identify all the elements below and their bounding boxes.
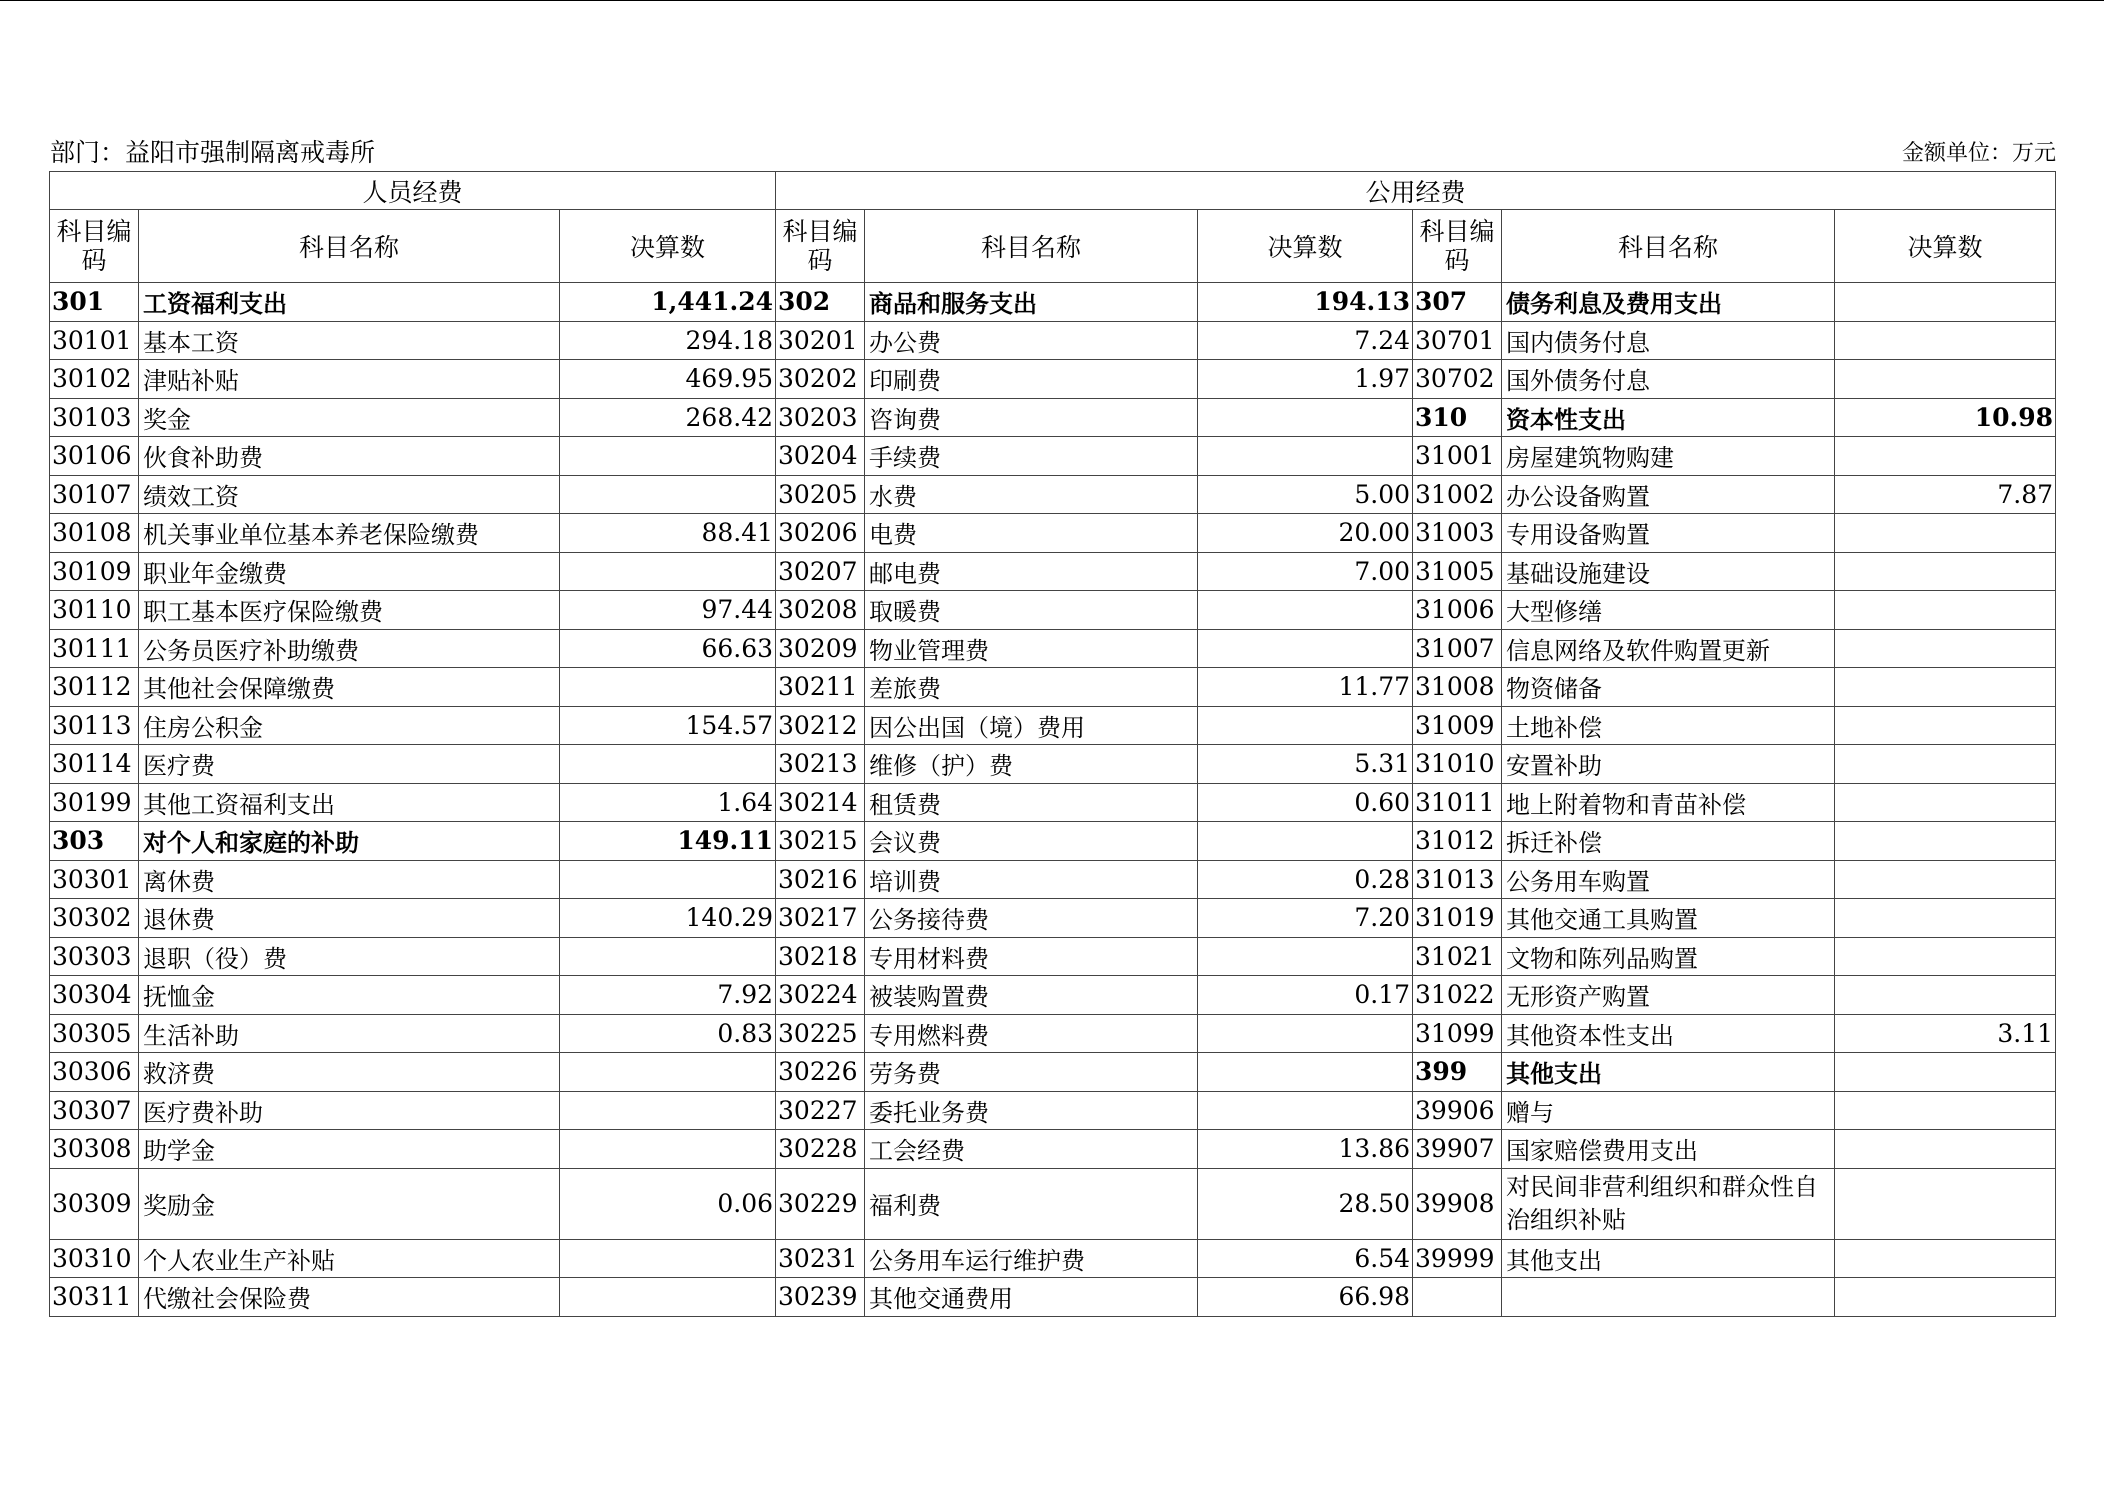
amount-cell: 5.31 — [1198, 745, 1413, 784]
code-cell: 30108 — [50, 514, 139, 553]
name-cell: 离休费 — [139, 860, 560, 899]
amount-unit-label: 金额单位：万元 — [1901, 141, 2056, 166]
name-cell: 其他交通费用 — [865, 1278, 1198, 1317]
amount-cell — [1835, 668, 2056, 707]
code-cell: 30226 — [776, 1053, 865, 1092]
table-row — [50, 937, 2056, 976]
name-cell: 其他交通工具购置 — [1502, 899, 1835, 938]
col-header-amount: 决算数 — [560, 210, 776, 283]
code-cell: 31011 — [1413, 783, 1502, 822]
code-cell: 39907 — [1413, 1130, 1502, 1169]
amount-cell — [1835, 514, 2056, 553]
name-cell: 其他支出 — [1502, 1239, 1835, 1278]
code-cell: 30306 — [50, 1053, 139, 1092]
col-header-code: 科目编码 — [776, 210, 865, 283]
amount-cell — [560, 475, 776, 514]
amount-cell — [1198, 1014, 1413, 1053]
code-cell: 307 — [1413, 283, 1502, 322]
name-cell: 商品和服务支出 — [865, 283, 1198, 322]
table-row — [50, 1278, 2056, 1317]
code-cell: 30207 — [776, 552, 865, 591]
col-header-amount: 决算数 — [1198, 210, 1413, 283]
table-row — [50, 668, 2056, 707]
name-cell: 被装购置费 — [865, 976, 1198, 1015]
department-label: 部门：益阳市强制隔离戒毒所 — [50, 138, 376, 167]
col-header-code: 科目编码 — [50, 210, 139, 283]
name-cell: 个人农业生产补贴 — [139, 1239, 560, 1278]
code-cell: 303 — [50, 822, 139, 861]
code-cell: 31013 — [1413, 860, 1502, 899]
code-cell: 30310 — [50, 1239, 139, 1278]
name-cell: 办公费 — [865, 321, 1198, 360]
name-cell: 退休费 — [139, 899, 560, 938]
name-cell: 其他支出 — [1502, 1053, 1835, 1092]
code-cell: 31021 — [1413, 937, 1502, 976]
code-cell: 30106 — [50, 437, 139, 476]
code-cell: 30303 — [50, 937, 139, 976]
code-cell: 30217 — [776, 899, 865, 938]
name-cell: 基础设施建设 — [1502, 552, 1835, 591]
top-border-line — [0, 0, 2104, 1]
name-cell: 基本工资 — [139, 321, 560, 360]
code-cell: 30199 — [50, 783, 139, 822]
name-cell: 公务接待费 — [865, 899, 1198, 938]
name-cell: 会议费 — [865, 822, 1198, 861]
amount-cell: 11.77 — [1198, 668, 1413, 707]
group-personnel: 人员经费 — [50, 172, 776, 210]
name-cell: 生活补助 — [139, 1014, 560, 1053]
name-cell: 公务用车购置 — [1502, 860, 1835, 899]
code-cell: 30206 — [776, 514, 865, 553]
col-header-name: 科目名称 — [139, 210, 560, 283]
amount-cell — [1198, 1091, 1413, 1130]
amount-cell — [1835, 706, 2056, 745]
table-row — [50, 1239, 2056, 1278]
name-cell: 专用材料费 — [865, 937, 1198, 976]
name-cell: 专用设备购置 — [1502, 514, 1835, 553]
amount-cell: 194.13 — [1198, 283, 1413, 322]
code-cell: 30231 — [776, 1239, 865, 1278]
amount-cell: 66.98 — [1198, 1278, 1413, 1317]
amount-cell: 1.97 — [1198, 360, 1413, 399]
code-cell: 30228 — [776, 1130, 865, 1169]
amount-cell — [560, 1130, 776, 1169]
code-cell: 31007 — [1413, 629, 1502, 668]
table-row — [50, 822, 2056, 861]
code-cell: 30216 — [776, 860, 865, 899]
table-row — [50, 360, 2056, 399]
amount-cell: 10.98 — [1835, 398, 2056, 437]
amount-cell: 7.92 — [560, 976, 776, 1015]
amount-cell — [1835, 899, 2056, 938]
name-cell: 委托业务费 — [865, 1091, 1198, 1130]
name-cell: 电费 — [865, 514, 1198, 553]
amount-cell — [1198, 1053, 1413, 1092]
amount-cell — [560, 745, 776, 784]
amount-cell — [560, 1053, 776, 1092]
code-cell: 30305 — [50, 1014, 139, 1053]
table-row — [50, 591, 2056, 630]
table-row — [50, 475, 2056, 514]
amount-cell — [1835, 552, 2056, 591]
amount-cell — [1835, 1053, 2056, 1092]
name-cell: 信息网络及软件购置更新 — [1502, 629, 1835, 668]
name-cell: 伙食补助费 — [139, 437, 560, 476]
code-cell: 31003 — [1413, 514, 1502, 553]
code-cell: 30307 — [50, 1091, 139, 1130]
col-header-name: 科目名称 — [1502, 210, 1835, 283]
code-cell: 30112 — [50, 668, 139, 707]
table-row — [50, 552, 2056, 591]
name-cell: 地上附着物和青苗补偿 — [1502, 783, 1835, 822]
amount-cell — [560, 937, 776, 976]
name-cell: 劳务费 — [865, 1053, 1198, 1092]
code-cell: 31001 — [1413, 437, 1502, 476]
code-cell: 30204 — [776, 437, 865, 476]
name-cell: 助学金 — [139, 1130, 560, 1169]
code-cell: 30304 — [50, 976, 139, 1015]
name-cell: 对民间非营利组织和群众性自治组织补贴 — [1502, 1168, 1835, 1239]
name-cell: 职业年金缴费 — [139, 552, 560, 591]
amount-cell — [560, 1091, 776, 1130]
code-cell: 31012 — [1413, 822, 1502, 861]
code-cell: 30205 — [776, 475, 865, 514]
name-cell: 工资福利支出 — [139, 283, 560, 322]
amount-cell: 66.63 — [560, 629, 776, 668]
amount-cell: 3.11 — [1835, 1014, 2056, 1053]
amount-cell: 13.86 — [1198, 1130, 1413, 1169]
name-cell — [1502, 1278, 1835, 1317]
name-cell: 邮电费 — [865, 552, 1198, 591]
amount-cell: 28.50 — [1198, 1168, 1413, 1239]
name-cell: 福利费 — [865, 1168, 1198, 1239]
code-cell: 399 — [1413, 1053, 1502, 1092]
amount-cell — [1198, 937, 1413, 976]
code-cell: 31019 — [1413, 899, 1502, 938]
code-cell: 30202 — [776, 360, 865, 399]
amount-cell — [1198, 591, 1413, 630]
col-header-code: 科目编码 — [1413, 210, 1502, 283]
name-cell: 培训费 — [865, 860, 1198, 899]
name-cell: 职工基本医疗保险缴费 — [139, 591, 560, 630]
amount-cell — [1835, 745, 2056, 784]
code-cell: 30212 — [776, 706, 865, 745]
amount-cell — [560, 1239, 776, 1278]
code-cell: 30302 — [50, 899, 139, 938]
amount-cell: 294.18 — [560, 321, 776, 360]
amount-cell — [1835, 1168, 2056, 1239]
amount-cell — [1835, 1091, 2056, 1130]
amount-cell — [1835, 629, 2056, 668]
code-cell: 30110 — [50, 591, 139, 630]
name-cell: 工会经费 — [865, 1130, 1198, 1169]
name-cell: 资本性支出 — [1502, 398, 1835, 437]
table-row — [50, 706, 2056, 745]
name-cell: 机关事业单位基本养老保险缴费 — [139, 514, 560, 553]
amount-cell: 1.64 — [560, 783, 776, 822]
code-cell: 39906 — [1413, 1091, 1502, 1130]
name-cell: 物业管理费 — [865, 629, 1198, 668]
name-cell: 抚恤金 — [139, 976, 560, 1015]
amount-cell: 149.11 — [560, 822, 776, 861]
name-cell: 物资储备 — [1502, 668, 1835, 707]
code-cell: 30203 — [776, 398, 865, 437]
amount-cell — [560, 668, 776, 707]
name-cell: 文物和陈列品购置 — [1502, 937, 1835, 976]
code-cell: 31010 — [1413, 745, 1502, 784]
name-cell: 维修（护）费 — [865, 745, 1198, 784]
code-cell: 30227 — [776, 1091, 865, 1130]
table-row — [50, 976, 2056, 1015]
name-cell: 国内债务付息 — [1502, 321, 1835, 360]
amount-cell — [560, 552, 776, 591]
amount-cell: 0.17 — [1198, 976, 1413, 1015]
name-cell: 国家赔偿费用支出 — [1502, 1130, 1835, 1169]
name-cell: 住房公积金 — [139, 706, 560, 745]
amount-cell: 469.95 — [560, 360, 776, 399]
code-cell: 30224 — [776, 976, 865, 1015]
name-cell: 医疗费补助 — [139, 1091, 560, 1130]
code-cell: 30109 — [50, 552, 139, 591]
name-cell: 办公设备购置 — [1502, 475, 1835, 514]
code-cell: 31009 — [1413, 706, 1502, 745]
code-cell: 30225 — [776, 1014, 865, 1053]
amount-cell: 1,441.24 — [560, 283, 776, 322]
name-cell: 奖金 — [139, 398, 560, 437]
code-cell: 30301 — [50, 860, 139, 899]
code-cell: 31006 — [1413, 591, 1502, 630]
table-row — [50, 1130, 2056, 1169]
name-cell: 印刷费 — [865, 360, 1198, 399]
name-cell: 对个人和家庭的补助 — [139, 822, 560, 861]
name-cell: 土地补偿 — [1502, 706, 1835, 745]
table-row — [50, 1091, 2056, 1130]
code-cell: 30111 — [50, 629, 139, 668]
code-cell: 30201 — [776, 321, 865, 360]
code-cell: 31005 — [1413, 552, 1502, 591]
col-header-name: 科目名称 — [865, 210, 1198, 283]
code-cell: 30701 — [1413, 321, 1502, 360]
table-row — [50, 283, 2056, 322]
code-cell: 39908 — [1413, 1168, 1502, 1239]
name-cell: 安置补助 — [1502, 745, 1835, 784]
amount-cell — [560, 1278, 776, 1317]
code-cell: 30107 — [50, 475, 139, 514]
table-body — [50, 172, 2056, 1317]
name-cell: 绩效工资 — [139, 475, 560, 514]
name-cell: 拆迁补偿 — [1502, 822, 1835, 861]
code-cell: 31022 — [1413, 976, 1502, 1015]
amount-cell — [1835, 1278, 2056, 1317]
amount-cell — [1198, 398, 1413, 437]
table-row — [50, 860, 2056, 899]
name-cell: 津贴补贴 — [139, 360, 560, 399]
amount-cell — [1835, 860, 2056, 899]
amount-cell: 0.83 — [560, 1014, 776, 1053]
table-row — [50, 437, 2056, 476]
name-cell: 取暖费 — [865, 591, 1198, 630]
name-cell: 代缴社会保险费 — [139, 1278, 560, 1317]
name-cell: 奖励金 — [139, 1168, 560, 1239]
expenditure-table — [49, 171, 2056, 1317]
name-cell: 医疗费 — [139, 745, 560, 784]
amount-cell — [560, 437, 776, 476]
amount-cell: 154.57 — [560, 706, 776, 745]
code-cell: 30113 — [50, 706, 139, 745]
column-header-row — [50, 210, 2056, 283]
name-cell: 咨询费 — [865, 398, 1198, 437]
name-cell: 因公出国（境）费用 — [865, 706, 1198, 745]
table-row — [50, 398, 2056, 437]
amount-cell — [1835, 937, 2056, 976]
amount-cell — [560, 860, 776, 899]
amount-cell — [1835, 1130, 2056, 1169]
name-cell: 救济费 — [139, 1053, 560, 1092]
amount-cell: 97.44 — [560, 591, 776, 630]
code-cell: 310 — [1413, 398, 1502, 437]
amount-cell: 140.29 — [560, 899, 776, 938]
code-cell: 30214 — [776, 783, 865, 822]
code-cell: 301 — [50, 283, 139, 322]
name-cell: 其他工资福利支出 — [139, 783, 560, 822]
amount-cell — [1835, 591, 2056, 630]
table-row — [50, 321, 2056, 360]
name-cell: 公务员医疗补助缴费 — [139, 629, 560, 668]
amount-cell: 5.00 — [1198, 475, 1413, 514]
code-cell: 39999 — [1413, 1239, 1502, 1278]
amount-cell: 0.28 — [1198, 860, 1413, 899]
code-cell: 30229 — [776, 1168, 865, 1239]
code-cell: 30215 — [776, 822, 865, 861]
name-cell: 房屋建筑物购建 — [1502, 437, 1835, 476]
code-cell: 31002 — [1413, 475, 1502, 514]
table-row — [50, 1053, 2056, 1092]
amount-cell — [1198, 706, 1413, 745]
code-cell: 30218 — [776, 937, 865, 976]
amount-cell: 7.00 — [1198, 552, 1413, 591]
name-cell: 债务利息及费用支出 — [1502, 283, 1835, 322]
table-row — [50, 1168, 2056, 1239]
amount-cell: 0.60 — [1198, 783, 1413, 822]
name-cell: 其他资本性支出 — [1502, 1014, 1835, 1053]
code-cell: 30239 — [776, 1278, 865, 1317]
code-cell: 30213 — [776, 745, 865, 784]
code-cell: 30309 — [50, 1168, 139, 1239]
amount-cell: 7.87 — [1835, 475, 2056, 514]
amount-cell — [1835, 822, 2056, 861]
name-cell: 水费 — [865, 475, 1198, 514]
table-row — [50, 745, 2056, 784]
code-cell: 30209 — [776, 629, 865, 668]
table-row — [50, 629, 2056, 668]
amount-cell: 7.24 — [1198, 321, 1413, 360]
amount-cell: 20.00 — [1198, 514, 1413, 553]
amount-cell: 6.54 — [1198, 1239, 1413, 1278]
code-cell: 30102 — [50, 360, 139, 399]
name-cell: 大型修缮 — [1502, 591, 1835, 630]
code-cell: 30114 — [50, 745, 139, 784]
table-row — [50, 783, 2056, 822]
amount-cell: 7.20 — [1198, 899, 1413, 938]
table-row — [50, 514, 2056, 553]
name-cell: 无形资产购置 — [1502, 976, 1835, 1015]
amount-cell — [1835, 976, 2056, 1015]
amount-cell — [1198, 437, 1413, 476]
code-cell: 302 — [776, 283, 865, 322]
amount-cell — [1835, 783, 2056, 822]
group-header-row — [50, 172, 2056, 210]
code-cell: 30308 — [50, 1130, 139, 1169]
name-cell: 赠与 — [1502, 1091, 1835, 1130]
name-cell: 手续费 — [865, 437, 1198, 476]
code-cell: 30702 — [1413, 360, 1502, 399]
name-cell: 退职（役）费 — [139, 937, 560, 976]
code-cell — [1413, 1278, 1502, 1317]
amount-cell — [1835, 283, 2056, 322]
table-row — [50, 1014, 2056, 1053]
code-cell: 30101 — [50, 321, 139, 360]
code-cell: 31008 — [1413, 668, 1502, 707]
name-cell: 租赁费 — [865, 783, 1198, 822]
table-row — [50, 899, 2056, 938]
amount-cell — [1835, 1239, 2056, 1278]
code-cell: 30211 — [776, 668, 865, 707]
name-cell: 专用燃料费 — [865, 1014, 1198, 1053]
code-cell: 30311 — [50, 1278, 139, 1317]
amount-cell — [1835, 360, 2056, 399]
code-cell: 31099 — [1413, 1014, 1502, 1053]
amount-cell — [1198, 629, 1413, 668]
group-public: 公用经费 — [776, 172, 2056, 210]
code-cell: 30208 — [776, 591, 865, 630]
amount-cell: 88.41 — [560, 514, 776, 553]
amount-cell: 268.42 — [560, 398, 776, 437]
name-cell: 其他社会保障缴费 — [139, 668, 560, 707]
name-cell: 国外债务付息 — [1502, 360, 1835, 399]
amount-cell — [1835, 321, 2056, 360]
code-cell: 30103 — [50, 398, 139, 437]
name-cell: 差旅费 — [865, 668, 1198, 707]
amount-cell: 0.06 — [560, 1168, 776, 1239]
name-cell: 公务用车运行维护费 — [865, 1239, 1198, 1278]
col-header-amount: 决算数 — [1835, 210, 2056, 283]
amount-cell — [1835, 437, 2056, 476]
amount-cell — [1198, 822, 1413, 861]
